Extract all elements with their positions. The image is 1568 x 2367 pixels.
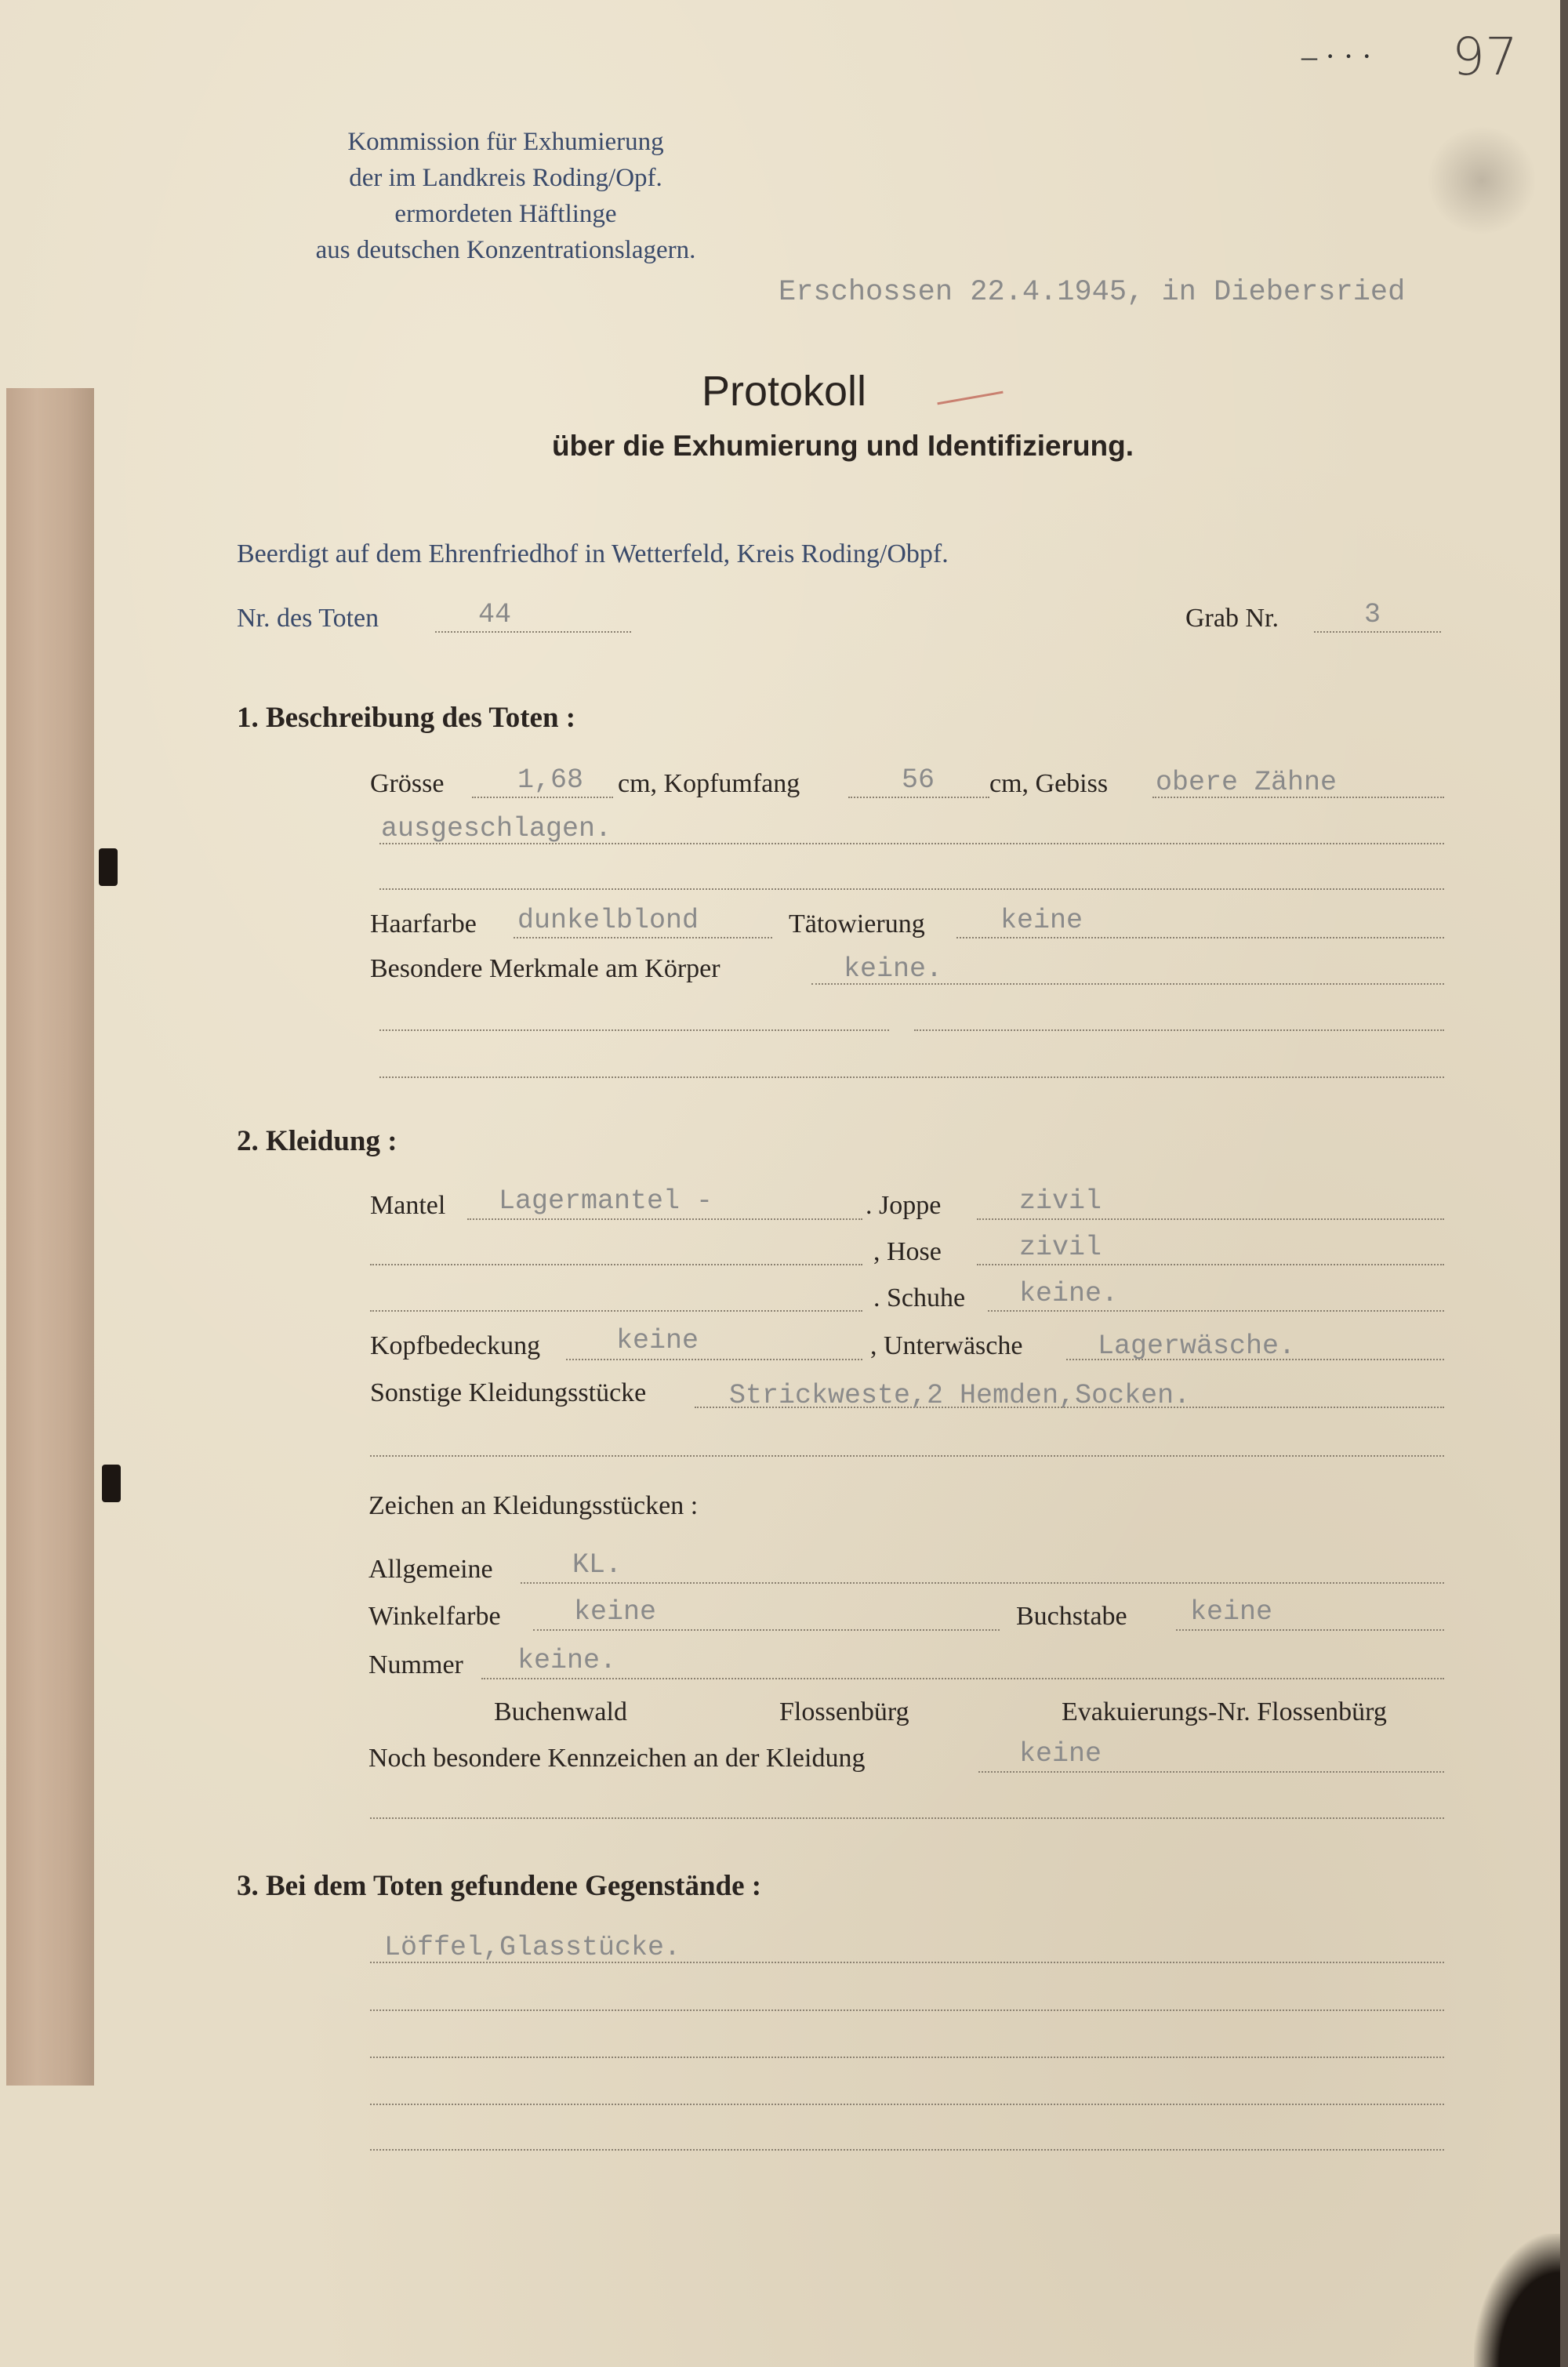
hair-value: dunkelblond [517, 905, 699, 936]
shoes-line [988, 1310, 1444, 1312]
torn-corner [1474, 2234, 1560, 2367]
page-number: 97 [1452, 27, 1518, 87]
blank-clothes-line-3 [370, 1455, 1444, 1457]
items-line-2 [370, 2009, 1444, 2011]
hair-line [514, 937, 772, 938]
headwear-label: Kopfbedeckung [370, 1331, 541, 1360]
head-size-value: 56 [902, 764, 935, 796]
header-line-4: aus deutschen Konzentrationslagern. [315, 236, 696, 264]
jacket-line [977, 1218, 1444, 1220]
items-line-5 [370, 2149, 1444, 2151]
blank-line-2a [379, 1029, 889, 1031]
dead-number-value: 44 [478, 599, 512, 630]
blank-line-2b [914, 1029, 1444, 1031]
blank-clothes-line-1 [370, 1264, 862, 1265]
coat-label: Mantel [370, 1191, 446, 1220]
shoes-label: . Schuhe [873, 1283, 966, 1312]
general-line [521, 1582, 1444, 1584]
tape-strip [6, 388, 94, 2086]
grave-number-value: 3 [1364, 599, 1381, 630]
letter-value: keine [1190, 1596, 1273, 1628]
grave-number-label: Grab Nr. [1185, 604, 1279, 633]
punch-hole-top [99, 848, 118, 886]
height-value: 1,68 [517, 764, 584, 796]
headwear-value: keine [616, 1325, 699, 1356]
teeth-label: cm, Gebiss [989, 769, 1109, 798]
grave-number-line [1314, 631, 1441, 633]
header-line-1: Kommission für Exhumierung [347, 128, 664, 156]
marks-value: keine. [844, 953, 943, 985]
hair-label: Haarfarbe [370, 909, 477, 938]
commission-header [259, 124, 753, 268]
tattoo-value: keine [1000, 905, 1083, 936]
angle-color-label: Winkelfarbe [368, 1602, 501, 1631]
coat-line [467, 1218, 862, 1220]
letter-line [1176, 1629, 1444, 1631]
jacket-value: zivil [1019, 1185, 1102, 1217]
burial-line: Beerdigt auf dem Ehrenfriedhof in Wetterfeld, Kreis Roding/Obpf. [237, 539, 949, 568]
dead-number-line [435, 631, 631, 633]
section-3-heading: 3. Bei dem Toten gefundene Gegenstände : [237, 1870, 762, 1902]
height-line [472, 797, 613, 798]
underwear-label: , Unterwäsche [870, 1331, 1023, 1360]
trousers-label: , Hose [873, 1237, 942, 1266]
coat-value: Lagermantel - [499, 1185, 713, 1217]
other-clothes-label: Sonstige Kleidungsstücke [370, 1378, 647, 1407]
general-label: Allgemeine [368, 1555, 493, 1584]
shoes-value: keine. [1019, 1278, 1119, 1309]
blank-line-1 [379, 888, 1444, 890]
trousers-value: zivil [1019, 1232, 1102, 1263]
section-1-heading: 1. Beschreibung des Toten : [237, 702, 576, 734]
marks-label: Besondere Merkmale am Körper [370, 954, 720, 983]
shot-note: Erschossen 22.4.1945, in Diebersried [779, 276, 1406, 309]
corner-mark: – · · · [1301, 38, 1372, 74]
camp-buchenwald: Buchenwald [494, 1697, 627, 1726]
more-marks-label: Noch besondere Kennzeichen an der Kleidung [368, 1744, 866, 1773]
jacket-label: . Joppe [866, 1191, 942, 1220]
other-clothes-value: Strickweste,2 Hemden,Socken. [729, 1380, 1191, 1411]
document-subtitle: über die Exhumierung und Identifizierung. [551, 430, 1134, 462]
camp-flossenburg: Flossenbürg [779, 1697, 909, 1726]
header-line-3: ermordeten Häftlinge [394, 200, 617, 228]
clothing-signs-heading: Zeichen an Kleidungsstücken : [368, 1491, 699, 1520]
tattoo-label: Tätowierung [789, 909, 925, 938]
letter-label: Buchstabe [1016, 1602, 1127, 1631]
blank-clothes-line-4 [370, 1817, 1444, 1819]
evacuation-number: Evakuierungs-Nr. Flossenbürg [1062, 1697, 1387, 1726]
head-size-label: cm, Kopfumfang [618, 769, 800, 798]
underwear-value: Lagerwäsche. [1098, 1331, 1296, 1362]
general-value: KL. [572, 1549, 622, 1581]
trousers-line [977, 1264, 1444, 1265]
angle-color-line [533, 1629, 1000, 1631]
items-line-4 [370, 2104, 1444, 2105]
document-title: Protokoll [701, 368, 867, 415]
more-marks-value: keine [1019, 1738, 1102, 1770]
headwear-line [566, 1359, 862, 1360]
height-label: Grösse [370, 769, 445, 798]
more-marks-line [978, 1771, 1444, 1773]
section-2-heading: 2. Kleidung : [237, 1125, 397, 1157]
blank-line-3 [379, 1076, 1444, 1078]
header-line-2: der im Landkreis Roding/Opf. [349, 164, 662, 192]
number-value: keine. [517, 1645, 617, 1676]
number-label: Nummer [368, 1650, 463, 1679]
angle-color-value: keine [574, 1596, 657, 1628]
number-line [481, 1678, 1444, 1679]
stain [1427, 125, 1537, 235]
blank-clothes-line-2 [370, 1310, 862, 1312]
punch-hole-bottom [102, 1465, 121, 1502]
items-line-3 [370, 2057, 1444, 2058]
teeth-value: obere Zähne [1156, 767, 1338, 798]
head-size-line [848, 797, 989, 798]
items-value: Löffel,Glasstücke. [384, 1932, 681, 1963]
tattoo-line [956, 937, 1444, 938]
teeth-value-2: ausgeschlagen. [381, 813, 612, 844]
dead-number-label: Nr. des Toten [237, 604, 379, 633]
